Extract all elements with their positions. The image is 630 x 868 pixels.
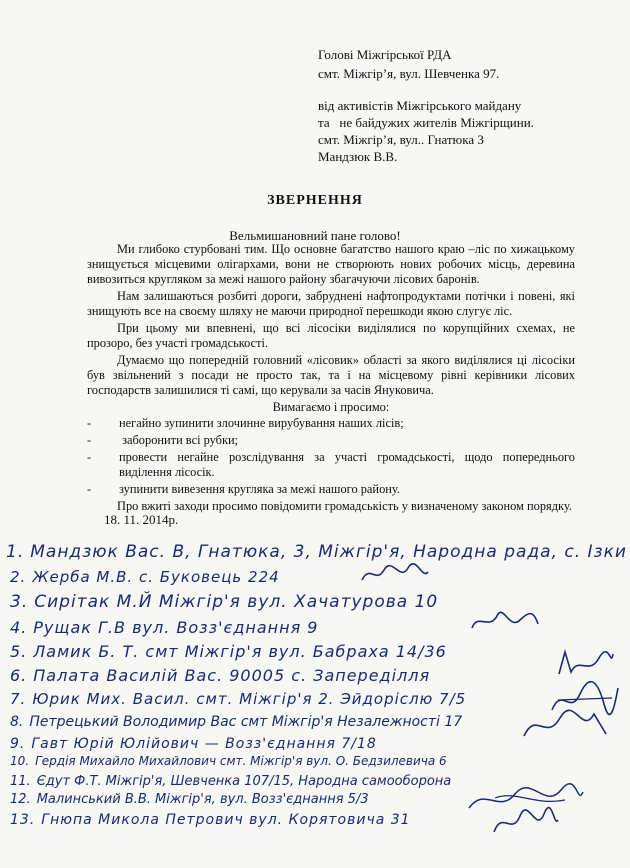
signature-text: Сирітак М.Й Міжгір'я вул. Хачатурова 10 (34, 592, 439, 612)
signature-row (10, 792, 369, 807)
signature-number: 7. (10, 690, 27, 708)
signature-number: 8. (10, 714, 24, 730)
salutation: Вельмишановний пане голово! (229, 228, 401, 243)
signature-scribble-icon (520, 706, 610, 746)
signature-row (6, 542, 627, 562)
signature-text: Юрик Мих. Васил. смт. Міжгір'я 2. Эйдоріслю 7/5 (32, 690, 467, 708)
signature-row (10, 642, 447, 661)
signature-text: Гердія Михайло Михайлович смт. Міжгір'я вул. О. Бедзилевича 6 (35, 754, 447, 768)
letter-body (87, 242, 575, 516)
signature-number: 2. (10, 568, 27, 586)
signature-text: Мандзюк Вас. В, Гнатюка, 3, Міжгір'я, Народна рада, с. Ізки (30, 542, 627, 562)
signature-text: Жерба М.В. с. Буковець 224 (32, 568, 280, 586)
signature-number: 4. (10, 618, 28, 637)
addressee-block (318, 45, 499, 83)
signature-number: 9. (10, 736, 26, 752)
paragraph: Думаємо що попередній головний «лісовик» області за якого виділялися ці лісосіки був звільнений з посади не просто так, та і на місцевому рівні керівники лісових господарств залишилися ті самі, що керували за часів Януковича. (87, 353, 575, 397)
signature-row (10, 754, 447, 768)
paragraph: При цьому ми впевнені, що всі лісосіки виділялися по корупційних схемах, не прозоро, без участі громадськості. (87, 321, 575, 350)
signature-text: Малинський В.В. Міжгір'я, вул. Возз'єднання 5/3 (36, 792, 369, 807)
signature-row (10, 618, 318, 637)
sender-line: смт. Міжгір’я, вул.. Гнатюка 3 (318, 132, 484, 147)
signature-number: 3. (10, 592, 29, 612)
signature-number: 5. (10, 642, 28, 661)
signature-row (10, 774, 451, 789)
sender-line: та не байдужих жителів Міжгірщини. (318, 115, 534, 130)
signature-text: Єдут Ф.Т. Міжгір'я, Шевченка 107/15, Народна самооборона (36, 774, 452, 789)
signature-number: 13. (10, 812, 36, 828)
signature-scribble-icon (490, 806, 560, 840)
addressee-line: смт. Міжгір’я, вул. Шевченка 97. (318, 66, 500, 81)
paragraph: Ми глибоко стурбовані тим. Що основне багатство нашого краю –ліс по хижацькому знищується місцевими олігархами, вони не створюють нових робочих місць, деревина вивозиться кругляком за межі нашого району збагачуючи лісових баронів. (87, 242, 575, 286)
sender-block (318, 97, 534, 165)
signature-number: 12. (10, 792, 31, 807)
signature-row (10, 690, 466, 708)
signature-list (0, 530, 630, 868)
signature-number: 1. (6, 542, 25, 562)
signature-row (10, 714, 462, 730)
document-date: 18. 11. 2014р. (104, 512, 179, 527)
signature-text: Гнюпа Микола Петрович вул. Корятовича 31 (41, 812, 411, 828)
demand-item: - зупинити вивезення кругляка за межі нашого району. (87, 482, 575, 497)
signature-scribble-icon (470, 608, 540, 634)
document-title: ЗВЕРНЕННЯ (267, 193, 363, 208)
demand-item: - провести негайне розслідування за участі громадськості, щодо попереднього виділення лісосік. (87, 450, 575, 480)
signature-row (10, 812, 411, 828)
signature-number: 10. (10, 754, 30, 768)
signature-row (10, 592, 438, 612)
demand-heading: Вимагаємо і просимо: (272, 400, 390, 414)
signature-row (10, 666, 430, 685)
paragraph: Нам залишаються розбиті дороги, забруднені нафтопродуктами потічки і повені, які знищують все на своєму шляху не маючи природної перешкоди якою слугує ліс. (87, 289, 575, 318)
signature-scribble-icon (555, 648, 615, 678)
demand-list (87, 416, 575, 497)
signature-text: Гавт Юрій Юлійович — Возз'єднання 7/18 (31, 736, 377, 752)
signature-number: 6. (10, 666, 28, 685)
signature-row (10, 568, 280, 586)
sender-line: Мандзюк В.В. (318, 149, 398, 164)
signature-text: Рущак Г.В вул. Возз'єднання 9 (33, 618, 319, 637)
signature-text: Ламик Б. Т. смт Міжгір'я вул. Бабраха 14/36 (33, 642, 447, 661)
signature-row (10, 736, 377, 752)
signature-number: 11. (10, 774, 31, 789)
closing-paragraph: Про вжиті заходи просимо повідомити громадськість у визначеному законом порядку. (117, 499, 572, 513)
signature-scribble-icon (360, 562, 430, 586)
demand-item: - негайно зупинити злочинне вирубування наших лісів; (87, 416, 575, 431)
signature-text: Петрецький Володимир Вас смт Міжгір'я Незалежності 17 (29, 714, 463, 730)
addressee-line: Голові Міжгірської РДА (318, 47, 452, 62)
sender-line: від активістів Міжгірського майдану (318, 98, 522, 113)
signature-text: Палата Василій Вас. 90005 с. Запереділля (33, 666, 431, 685)
demand-item: - заборонити всі рубки; (87, 433, 575, 448)
